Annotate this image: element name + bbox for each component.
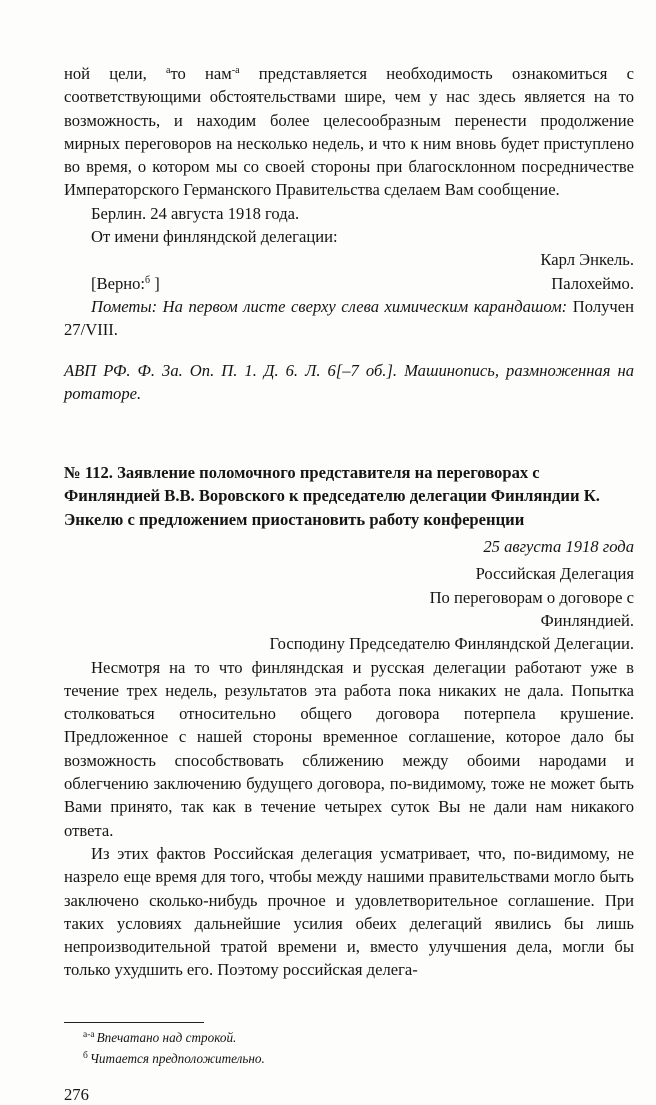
verification-line: [Верно:$^б$ ] Палохеймо.: [64, 272, 634, 295]
page-number: 276: [64, 1084, 89, 1104]
place-date-line: Берлин. 24 августа 1918 года.: [91, 203, 300, 223]
document-date: 25 августа 1918 года: [483, 537, 634, 557]
archive-citation: АВП РФ. Ф. 3а. Оп. П. 1. Д. 6. Л. 6[–7 об.]. Машинопись, размноженная на ротаторе.: [64, 360, 634, 403]
document-page: [64, 62, 634, 1105]
header-line-delegation: Российская Делегация: [475, 564, 634, 584]
footnote-a: $^{а-а}$ Впечатано над строкой.: [83, 1029, 237, 1045]
body-paragraph-2: Из этих фактов Российская делегация усматривает, что, по-видимому, не назрело еще время для того, чтобы между нашими правительствами могло быть заключено сколько-нибудь прочное и удовлетворительное соглашение. При таких условиях дальнейшие усилия обеих делегаций явились бы лишь непроизводительной тратой времени и, вместо улучшения дела, могли бы только ухудшить его. Поэтому российская делега-: [64, 843, 634, 980]
body-paragraph-1: Несмотря на то что финляндская и русская делегации работают уже в течение трех недель, результатов эта работа пока никаких не дала. Попытка столковаться относительно общего договора потерпела крушение. Предложенное с нашей стороны временное соглашение, которое дало бы возможность способствовать сближению между обоими народами и облегчению заключению будущего договора, по-видимому, тоже не может быть Вами принято, так как в течение четырех суток Вы не дали нам никакого ответа.: [64, 657, 634, 840]
signature-name: Карл Энкель.: [540, 250, 634, 270]
document-title: № 112. Заявление поломочного представителя на переговорах с Финляндией В.В. Воровского к председателю делегации Финляндии К. Энкелю с предложением приостановить работу конференции: [64, 463, 600, 529]
header-line-finland: Финляндией.: [540, 610, 634, 630]
continuation-paragraph: ной цели, $^а$то нам$^{-а}$ представляется необходимость ознакомиться с соответствующими обстоятельствами шире, чем у нас здесь является на то возможность, и находим более целесообразным перенести продолжение мирных переговоров на несколько недель, и что к ним вновь будет приступлено во время, о котором мы со своей стороны при благосклонном посредничестве Императорского Германского Правительства сделаем Вам сообщение.: [64, 64, 634, 200]
footnote-ref-a-close: -а: [231, 65, 240, 76]
addressee-line: Господину Председателю Финляндской Делегации.: [269, 634, 634, 654]
footnote-divider: [64, 1022, 204, 1023]
from-delegation-line: От имени финляндской делегации:: [91, 227, 338, 247]
footnote-ref-b: б: [145, 274, 151, 286]
marks-note: Пометы: На первом листе сверху слева химическим карандашом: Получен 27/VIII.: [64, 296, 634, 340]
header-line-negotiations: По переговорам о договоре с: [429, 587, 634, 607]
footnote-ref-a-open: а: [166, 65, 171, 76]
verifier-name: Палохеймо.: [551, 273, 634, 293]
footnote-b: $^б$ Читается предположительно.: [83, 1050, 265, 1066]
